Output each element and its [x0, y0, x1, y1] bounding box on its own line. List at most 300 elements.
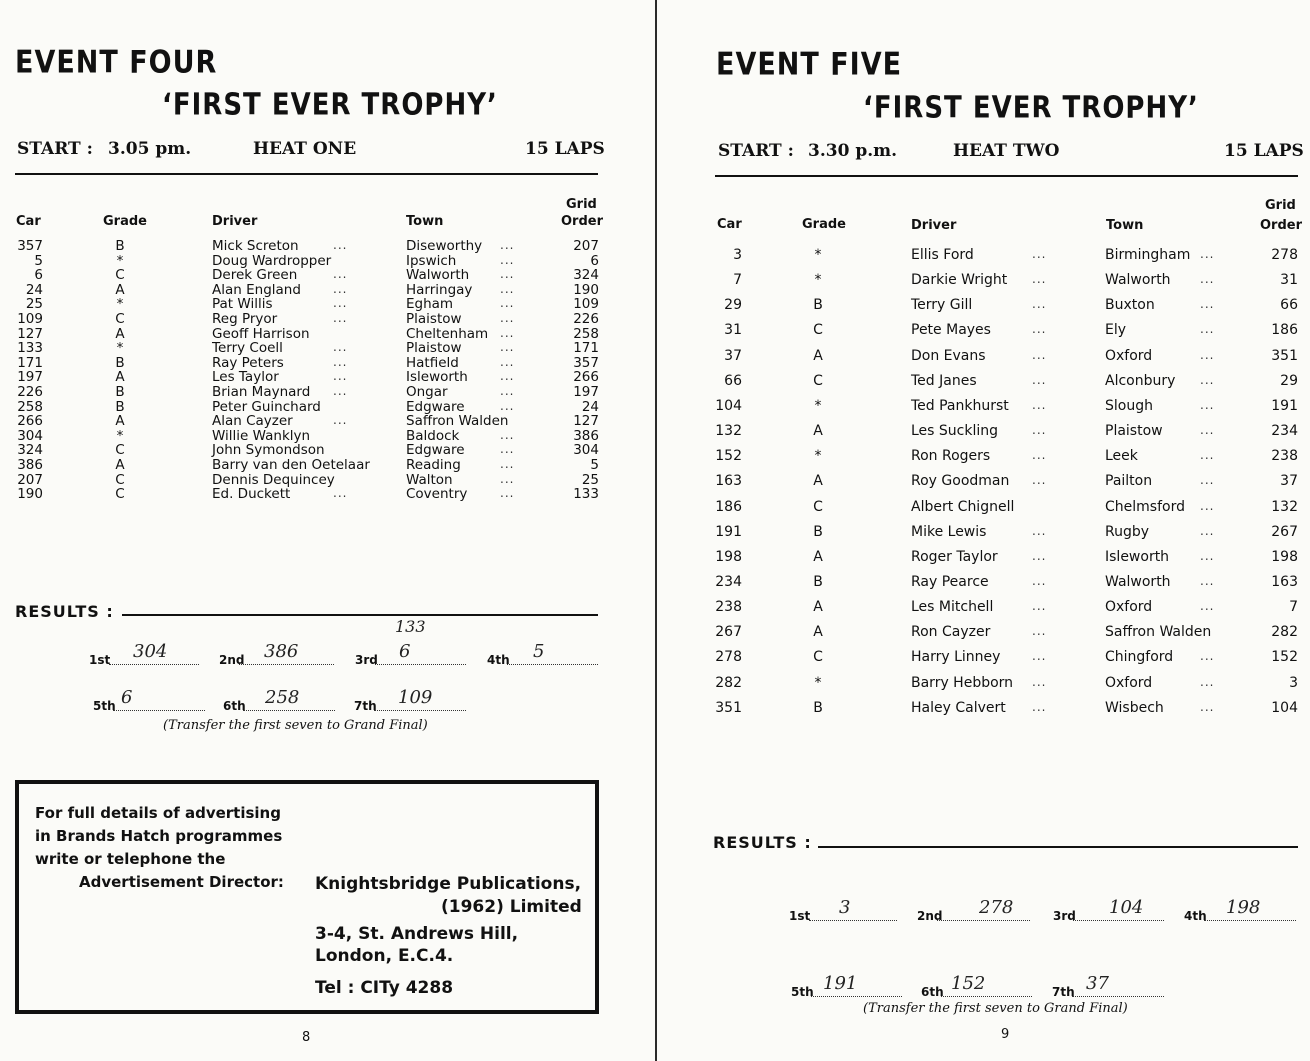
car-number: 197 — [17, 369, 43, 386]
car-grade: A — [813, 347, 823, 364]
car-grade: * — [116, 427, 124, 444]
leader-dots: ... — [1032, 322, 1047, 337]
driver-name: Derek Green — [212, 267, 298, 284]
leader-dots: ... — [333, 267, 348, 282]
driver-name: Geoff Harrison — [212, 325, 310, 342]
car-number: 186 — [715, 498, 742, 515]
leader-dots: ... — [1032, 473, 1047, 488]
driver-town: Chelmsford — [1105, 498, 1185, 515]
grid-order: 25 — [581, 471, 599, 488]
result-place-2nd: 2nd — [219, 653, 334, 667]
grid-order: 234 — [1271, 423, 1298, 440]
driver-town: Saffron Walden — [406, 413, 509, 430]
driver-town: Cheltenham — [406, 325, 489, 342]
driver-town: Oxford — [1105, 599, 1153, 616]
result-dotted-line — [1073, 920, 1164, 921]
grid-order: 357 — [573, 354, 599, 371]
results-label: RESULTS : — [713, 833, 812, 852]
result-place-7th: 7th — [354, 699, 466, 713]
driver-name: Pete Mayes — [911, 322, 991, 339]
driver-town: Buxton — [1105, 297, 1155, 314]
driver-town: Plaistow — [1105, 423, 1163, 440]
leader-dots: ... — [1200, 247, 1215, 261]
ad-line: in Brands Hatch programmes — [35, 827, 283, 845]
ad-telephone: Tel : CITy 4288 — [315, 978, 454, 998]
grid-order: 266 — [573, 369, 599, 386]
leader-dots: ... — [500, 471, 515, 486]
col-car: Car — [16, 214, 41, 229]
leader-dots: ... — [500, 457, 515, 471]
col-town: Town — [406, 214, 444, 229]
leader-dots: ... — [500, 325, 515, 340]
grid-order: 226 — [573, 311, 599, 327]
driver-town: Walworth — [406, 267, 470, 284]
car-number: 267 — [715, 624, 742, 641]
transfer-note: (Transfer the first seven to Grand Final) — [863, 1001, 1128, 1016]
driver-town: Walton — [406, 471, 453, 488]
leader-dots: ... — [500, 442, 515, 457]
col-driver: Driver — [212, 214, 258, 229]
col-grade: Grade — [802, 217, 846, 232]
results-rule — [818, 846, 1298, 848]
driver-town: Reading — [406, 457, 461, 473]
driver-town: Plaistow — [406, 311, 462, 327]
car-number: 163 — [715, 473, 742, 490]
col-grid: Grid — [566, 197, 597, 212]
driver-town: Coventry — [406, 486, 468, 503]
leader-dots: ... — [333, 311, 348, 325]
car-number: 25 — [25, 296, 43, 313]
car-grade: A — [813, 624, 823, 641]
result-place-2nd: 2nd — [917, 909, 1030, 923]
car-grade: C — [813, 322, 823, 339]
result-place-6th: 6th — [921, 985, 1032, 999]
leader-dots: ... — [1200, 272, 1215, 287]
leader-dots: ... — [1032, 573, 1047, 588]
grid-order: 186 — [1271, 322, 1298, 339]
col-grade: Grade — [103, 214, 147, 229]
leader-dots: ... — [1032, 448, 1047, 463]
driver-name: Alan England — [212, 281, 301, 298]
ad-line: For full details of advertising — [35, 804, 281, 822]
leader-dots: ... — [500, 486, 515, 501]
driver-town: Saffron Walden — [1105, 624, 1212, 641]
driver-name: Ted Janes — [911, 372, 977, 389]
car-grade: B — [115, 398, 125, 415]
driver-name: Brian Maynard — [212, 384, 311, 400]
driver-name: Don Evans — [911, 347, 986, 364]
header-rule — [715, 175, 1298, 177]
handwritten-result: 152 — [951, 973, 986, 994]
ad-address: 3-4, St. Andrews Hill, — [315, 924, 519, 944]
leader-dots: ... — [1032, 247, 1047, 261]
driver-town: Oxford — [1105, 347, 1153, 364]
driver-name: Terry Gill — [911, 297, 973, 314]
car-grade: A — [813, 473, 823, 490]
car-number: 152 — [715, 448, 742, 465]
driver-name: Harry Linney — [911, 649, 1001, 666]
car-grade: A — [115, 457, 125, 473]
car-number: 31 — [724, 322, 742, 339]
leader-dots: ... — [500, 267, 515, 282]
transfer-note: (Transfer the first seven to Grand Final) — [163, 718, 428, 733]
driver-town: Birmingham — [1105, 247, 1191, 263]
leader-dots: ... — [1200, 573, 1215, 588]
handwritten-result: 258 — [265, 687, 300, 708]
car-grade: B — [115, 384, 125, 400]
driver-town: Harringay — [406, 281, 473, 298]
result-place-7th: 7th — [1052, 985, 1164, 999]
leader-dots: ... — [1032, 674, 1047, 689]
leader-dots: ... — [1032, 548, 1047, 563]
page-number: 8 — [302, 1030, 311, 1045]
driver-name: Dennis Dequincey — [212, 471, 335, 488]
driver-name: Willie Wanklyn — [212, 427, 311, 444]
car-number: 5 — [34, 252, 43, 269]
leader-dots: ... — [500, 427, 515, 442]
start-label: START : — [718, 141, 794, 161]
car-grade: B — [115, 354, 125, 371]
grid-order: 304 — [573, 442, 599, 459]
car-number: 66 — [724, 372, 742, 389]
col-order: Order — [1260, 218, 1302, 233]
car-number: 357 — [17, 238, 43, 254]
right-page — [657, 0, 1310, 1061]
car-grade: B — [813, 699, 823, 716]
car-number: 191 — [715, 523, 742, 540]
result-dotted-line — [809, 920, 897, 921]
driver-name: Alan Cayzer — [212, 413, 293, 430]
driver-name: Peter Guinchard — [212, 398, 321, 415]
car-number: 24 — [25, 281, 43, 298]
heat-label: HEAT ONE — [253, 139, 357, 159]
car-grade: C — [115, 311, 125, 327]
car-number: 190 — [17, 486, 43, 503]
driver-name: Reg Pryor — [212, 311, 278, 327]
car-number: 132 — [715, 423, 742, 440]
leader-dots: ... — [1200, 297, 1215, 312]
driver-name: Les Mitchell — [911, 599, 994, 616]
result-place-6th: 6th — [223, 699, 335, 713]
grid-order: 132 — [1271, 498, 1298, 515]
result-place-3rd: 3rd — [355, 653, 466, 667]
driver-name: Les Taylor — [212, 369, 279, 386]
driver-name: Haley Calvert — [911, 699, 1006, 716]
leader-dots: ... — [1200, 674, 1215, 689]
leader-dots: ... — [1200, 523, 1215, 538]
leader-dots: ... — [500, 398, 515, 413]
leader-dots: ... — [1200, 473, 1215, 488]
leader-dots: ... — [500, 311, 515, 325]
grid-order: 238 — [1271, 448, 1298, 465]
leader-dots: ... — [1032, 397, 1047, 412]
leader-dots: ... — [1032, 649, 1047, 664]
car-number: 226 — [17, 384, 43, 400]
car-number: 386 — [17, 457, 43, 473]
driver-town: Hatfield — [406, 354, 459, 371]
grid-order: 5 — [590, 457, 599, 473]
leader-dots: ... — [1200, 372, 1215, 387]
result-dotted-line — [507, 664, 598, 665]
driver-town: Edgware — [406, 398, 465, 415]
driver-town: Edgware — [406, 442, 465, 459]
driver-name: Barry van den Oetelaar — [212, 457, 370, 473]
heat-label: HEAT TWO — [953, 141, 1060, 161]
grid-order: 171 — [573, 340, 599, 357]
car-grade: A — [115, 413, 125, 430]
car-grade: C — [115, 471, 125, 488]
grid-order: 258 — [573, 325, 599, 342]
result-dotted-line — [239, 664, 334, 665]
driver-name: Les Suckling — [911, 423, 999, 440]
car-grade: A — [813, 599, 823, 616]
driver-town: Isleworth — [1105, 548, 1170, 565]
car-grade: * — [814, 247, 822, 263]
car-number: 37 — [724, 347, 742, 364]
ad-publisher: (1962) Limited — [441, 897, 582, 917]
leader-dots: ... — [333, 281, 348, 296]
grid-order: 109 — [573, 296, 599, 313]
leader-dots: ... — [500, 252, 515, 267]
car-number: 278 — [715, 649, 742, 666]
driver-name: Roy Goodman — [911, 473, 1010, 490]
car-number: 266 — [17, 413, 43, 430]
result-place-5th: 5th — [791, 985, 902, 999]
driver-town: Pailton — [1105, 473, 1153, 490]
result-dotted-line — [1204, 920, 1296, 921]
driver-name: Terry Coell — [212, 340, 283, 357]
driver-name: Pat Willis — [212, 296, 273, 313]
car-number: 207 — [17, 471, 43, 488]
event-title: EVENT FIVE — [716, 47, 903, 83]
leader-dots: ... — [1032, 423, 1047, 438]
leader-dots: ... — [333, 486, 348, 501]
car-grade: A — [115, 325, 125, 342]
leader-dots: ... — [500, 369, 515, 384]
handwritten-result: 5 — [533, 641, 545, 662]
car-number: 171 — [17, 354, 43, 371]
result-dotted-line — [243, 710, 335, 711]
leader-dots: ... — [1032, 624, 1047, 639]
handwritten-result: 191 — [823, 973, 858, 994]
result-dotted-line — [375, 664, 466, 665]
grid-order: 66 — [1280, 297, 1298, 314]
handwritten-result: 278 — [979, 897, 1014, 918]
car-grade: * — [814, 272, 822, 289]
driver-town: Rugby — [1105, 523, 1150, 540]
driver-town: Chingford — [1105, 649, 1174, 666]
leader-dots: ... — [333, 296, 348, 311]
driver-town: Leek — [1105, 448, 1138, 465]
car-grade: A — [813, 548, 823, 565]
car-grade: C — [813, 372, 823, 389]
car-number: 282 — [715, 674, 742, 691]
handwritten-result: 6 — [121, 687, 133, 708]
driver-town: Ely — [1105, 322, 1127, 339]
driver-name: Roger Taylor — [911, 548, 998, 565]
page-number: 9 — [1001, 1027, 1010, 1042]
driver-town: Baldock — [406, 427, 460, 444]
leader-dots: ... — [1200, 649, 1215, 664]
start-time: 3.05 pm. — [108, 139, 192, 159]
handwritten-result: 198 — [1226, 897, 1261, 918]
grid-order: 207 — [573, 238, 599, 254]
leader-dots: ... — [1032, 599, 1047, 614]
grid-order: 324 — [573, 267, 599, 284]
car-grade: * — [814, 448, 822, 465]
advert-box — [15, 780, 599, 1014]
leader-dots: ... — [500, 238, 515, 252]
result-place-1st: 1st — [789, 909, 897, 923]
driver-name: Ed. Duckett — [212, 486, 291, 503]
leader-dots: ... — [500, 281, 515, 296]
leader-dots: ... — [1200, 448, 1215, 463]
result-place-1st: 1st — [89, 653, 199, 667]
driver-name: John Symondson — [212, 442, 325, 459]
car-grade: A — [115, 369, 125, 386]
col-grid: Grid — [1265, 198, 1296, 213]
ad-address: London, E.C.4. — [315, 946, 454, 966]
grid-order: 104 — [1271, 699, 1298, 716]
leader-dots: ... — [500, 296, 515, 311]
car-grade: B — [813, 297, 823, 314]
car-grade: B — [115, 238, 125, 254]
result-dotted-line — [937, 920, 1030, 921]
car-number: 133 — [17, 340, 43, 357]
car-number: 109 — [17, 311, 43, 327]
ad-line: write or telephone the — [35, 850, 226, 868]
leader-dots: ... — [333, 340, 348, 355]
driver-name: Doug Wardropper — [212, 252, 332, 269]
leader-dots: ... — [1032, 699, 1047, 714]
result-dotted-line — [374, 710, 466, 711]
car-grade: C — [115, 486, 125, 503]
col-order: Order — [561, 214, 603, 229]
leader-dots: ... — [333, 384, 348, 398]
laps-label: 15 LAPS — [1224, 141, 1304, 161]
grid-order: 133 — [573, 486, 599, 503]
result-place-4th: 4th — [1184, 909, 1296, 923]
driver-name: Darkie Wright — [911, 272, 1008, 289]
trophy-title: ‘FIRST EVER TROPHY’ — [162, 88, 498, 123]
leader-dots: ... — [1200, 498, 1215, 513]
handwritten-result: 109 — [398, 687, 433, 708]
result-place-4th: 4th — [487, 653, 598, 667]
driver-town: Slough — [1105, 397, 1153, 414]
grid-order: 278 — [1271, 247, 1298, 263]
driver-town: Oxford — [1105, 674, 1153, 691]
grid-order: 31 — [1280, 272, 1298, 289]
handwritten-result: 304 — [133, 641, 168, 662]
car-grade: * — [116, 296, 124, 313]
start-time: 3.30 p.m. — [808, 141, 898, 161]
car-number: 258 — [17, 398, 43, 415]
grid-order: 152 — [1271, 649, 1298, 666]
grid-order: 267 — [1271, 523, 1298, 540]
grid-order: 191 — [1271, 397, 1298, 414]
grid-order: 163 — [1271, 573, 1298, 590]
handwritten-result: 104 — [1109, 897, 1144, 918]
grid-order: 190 — [573, 281, 599, 298]
driver-town: Wisbech — [1105, 699, 1164, 716]
car-grade: A — [115, 281, 125, 298]
car-grade: * — [814, 674, 822, 691]
grid-order: 6 — [590, 252, 599, 269]
grid-order: 37 — [1280, 473, 1298, 490]
driver-town: Walworth — [1105, 573, 1171, 590]
car-number: 324 — [17, 442, 43, 459]
leader-dots: ... — [1200, 548, 1215, 563]
header-rule — [15, 173, 598, 175]
car-grade: * — [116, 252, 124, 269]
leader-dots: ... — [1200, 347, 1215, 362]
driver-name: Mick Screton — [212, 238, 299, 254]
handwritten-result-note: 133 — [395, 617, 426, 636]
col-driver: Driver — [911, 218, 957, 233]
result-dotted-line — [113, 710, 205, 711]
driver-name: Mike Lewis — [911, 523, 987, 540]
leader-dots: ... — [1200, 423, 1215, 438]
car-grade: C — [115, 267, 125, 284]
grid-order: 24 — [581, 398, 599, 415]
trophy-title: ‘FIRST EVER TROPHY’ — [863, 91, 1199, 126]
handwritten-result: 3 — [839, 897, 851, 918]
laps-label: 15 LAPS — [525, 139, 605, 159]
car-number: 238 — [715, 599, 742, 616]
event-title: EVENT FOUR — [15, 45, 218, 81]
driver-name: Ray Pearce — [911, 573, 989, 590]
handwritten-result: 37 — [1086, 973, 1109, 994]
leader-dots: ... — [333, 413, 348, 428]
result-dotted-line — [811, 996, 902, 997]
col-town: Town — [1106, 218, 1144, 233]
leader-dots: ... — [333, 369, 348, 384]
driver-name: Ron Cayzer — [911, 624, 991, 641]
grid-order: 198 — [1271, 548, 1298, 565]
leader-dots: ... — [500, 354, 515, 369]
leader-dots: ... — [333, 238, 348, 252]
car-number: 351 — [715, 699, 742, 716]
car-number: 127 — [17, 325, 43, 342]
result-dotted-line — [1072, 996, 1164, 997]
leader-dots: ... — [333, 354, 348, 369]
leader-dots: ... — [1032, 347, 1047, 362]
car-number: 7 — [733, 272, 742, 289]
results-rule — [122, 614, 598, 616]
leader-dots: ... — [1200, 397, 1215, 412]
car-grade: C — [115, 442, 125, 459]
driver-town: Plaistow — [406, 340, 462, 357]
col-car: Car — [717, 217, 742, 232]
car-number: 198 — [715, 548, 742, 565]
driver-town: Alconbury — [1105, 372, 1176, 389]
driver-name: Barry Hebborn — [911, 674, 1014, 691]
car-grade: * — [814, 397, 822, 414]
handwritten-result: 386 — [264, 641, 299, 662]
ad-publisher: Knightsbridge Publications, — [315, 874, 582, 894]
car-grade: * — [116, 340, 124, 357]
result-place-3rd: 3rd — [1053, 909, 1164, 923]
driver-town: Egham — [406, 296, 454, 313]
results-label: RESULTS : — [15, 602, 114, 621]
grid-order: 282 — [1271, 624, 1298, 641]
car-number: 234 — [715, 573, 742, 590]
driver-town: Diseworthy — [406, 238, 483, 254]
result-dotted-line — [109, 664, 199, 665]
driver-name: Ted Pankhurst — [911, 397, 1009, 414]
start-label: START : — [17, 139, 93, 159]
grid-order: 29 — [1280, 372, 1298, 389]
